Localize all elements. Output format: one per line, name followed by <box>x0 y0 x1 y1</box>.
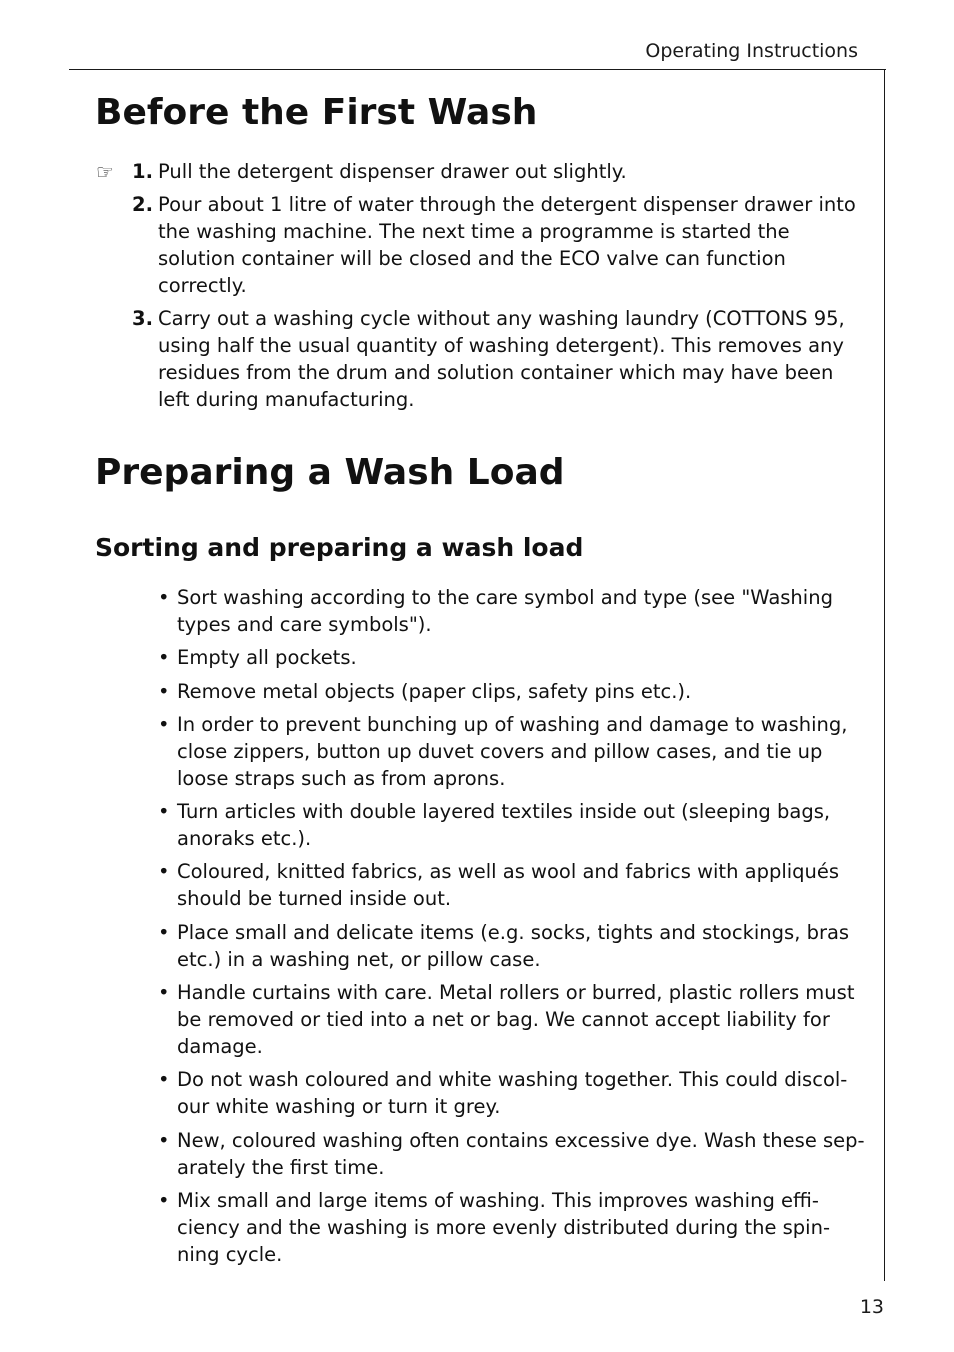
step-text: Carry out a washing cycle without any washing laundry (COTTONS 95, using half the usual quantity of washing detergent). This removes any residues from the drum and solution container which may have been left during manufacturing. <box>158 307 845 411</box>
list-item <box>158 798 866 852</box>
list-item <box>158 858 866 912</box>
bullet-icon: • <box>158 860 170 884</box>
bullet-text: Empty all pockets. <box>177 646 357 670</box>
bullet-icon: • <box>158 1128 170 1152</box>
pointing-hand-icon: ☞ <box>96 160 114 184</box>
bullet-text: In order to prevent bunching up of washing and damage to washing, close zippers, button up duvet covers and pillow cases, and tie up loose straps such as from aprons. <box>177 712 848 790</box>
bullet-text: Coloured, knitted fabrics, as well as wool and fabrics with appliqués should be turned inside out. <box>177 860 840 911</box>
step-item <box>96 305 866 413</box>
bullet-text: Remove metal objects (paper clips, safety pins etc.). <box>177 679 692 703</box>
step-number: 2. <box>132 193 153 216</box>
list-item <box>158 1187 866 1268</box>
section-title-first-wash: Before the First Wash <box>95 92 538 133</box>
page-number: 13 <box>859 1296 884 1318</box>
list-item <box>158 1127 866 1181</box>
bullet-text: Place small and delicate items (e.g. socks, tights and stockings, bras etc.) in a washing net, or pillow case. <box>177 920 850 971</box>
list-item <box>158 678 866 705</box>
bullet-icon: • <box>158 1068 170 1092</box>
subsection-title-sorting: Sorting and preparing a wash load <box>95 533 584 562</box>
step-item <box>96 158 866 185</box>
bullet-icon: • <box>158 646 170 670</box>
step-text: Pull the detergent dispenser drawer out slightly. <box>158 160 627 183</box>
step-item <box>96 191 866 299</box>
bullet-text: Turn articles with double layered textiles inside out (sleeping bags, anoraks etc.). <box>177 800 831 851</box>
list-item <box>158 1066 866 1120</box>
section-title-wash-load: Preparing a Wash Load <box>95 452 565 493</box>
step-number: 1. <box>132 160 153 183</box>
bullet-icon: • <box>158 712 170 736</box>
list-item <box>158 584 866 638</box>
bullet-text: Sort washing according to the care symbol and type (see "Washing types and care symbols"). <box>177 586 833 636</box>
step-text: Pour about 1 litre of water through the detergent dispenser drawer into the washing machine. The next time a programme is started the solution container will be closed and the ECO valve can function correctly. <box>158 193 856 297</box>
header-rule <box>69 69 886 70</box>
bullet-icon: • <box>158 679 170 703</box>
running-header: Operating Instructions <box>645 40 858 62</box>
first-wash-steps <box>96 158 866 419</box>
bullet-icon: • <box>158 800 170 824</box>
bullet-text: Mix small and large items of washing. This improves washing effi-ciency and the washing is more evenly distributed during the spin-ning cycle. <box>177 1188 830 1266</box>
list-item <box>158 711 866 792</box>
list-item <box>158 644 866 671</box>
list-item <box>158 979 866 1060</box>
bullet-text: Handle curtains with care. Metal rollers or burred, plastic rollers must be removed or tied into a net or bag. We cannot accept liability for damage. <box>177 981 855 1059</box>
bullet-icon: • <box>158 920 170 944</box>
list-item <box>158 919 866 973</box>
bullet-icon: • <box>158 981 170 1005</box>
bullet-text: Do not wash coloured and white washing together. This could discol-our white washing or turn it grey. <box>177 1068 848 1119</box>
sorting-bullet-list <box>158 584 866 1274</box>
bullet-text: New, coloured washing often contains excessive dye. Wash these sep-arately the first time. <box>177 1128 865 1179</box>
bullet-icon: • <box>158 1188 170 1212</box>
step-number: 3. <box>132 307 153 330</box>
bullet-icon: • <box>158 586 170 609</box>
margin-rule <box>884 69 885 1281</box>
